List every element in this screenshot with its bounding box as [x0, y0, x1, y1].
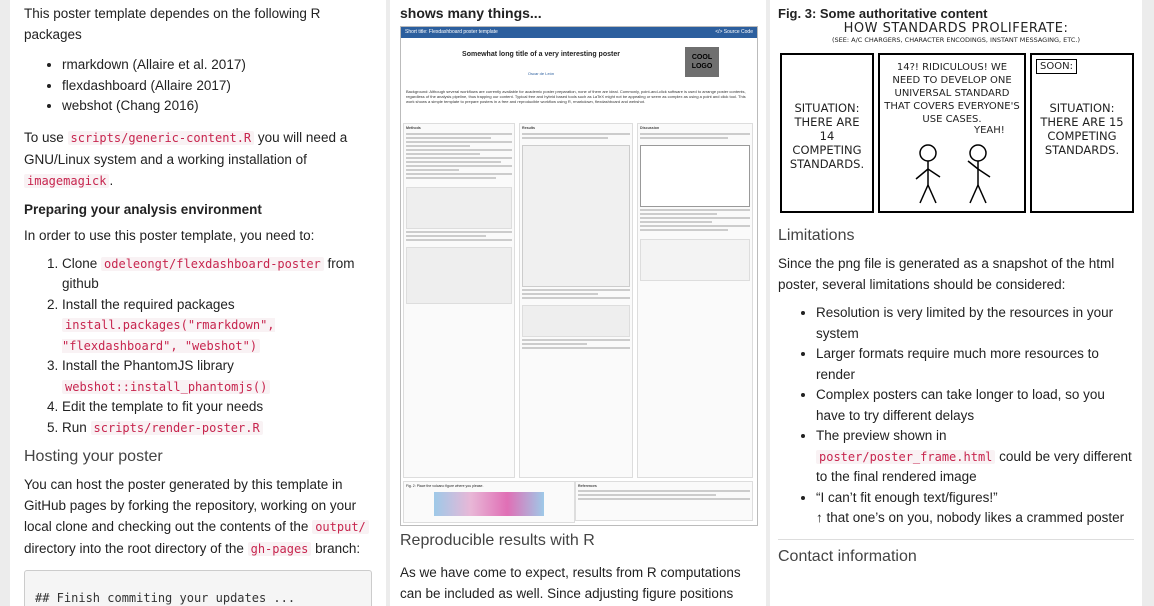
divider: [778, 539, 1134, 540]
poster-results-column: Results: [519, 123, 633, 478]
figure-caption: shows many things...: [400, 5, 542, 21]
section-heading-prep: Preparing your analysis environment: [24, 201, 262, 217]
inline-code: scripts/render-poster.R: [91, 421, 263, 435]
poster-references: References: [575, 481, 753, 521]
list-item: • Complex posters can take longer to load, so you have to try different delays: [816, 385, 1134, 426]
inline-code: imagemagick: [24, 174, 109, 188]
list-item: • The preview shown in poster/poster_frame.html could be very different to the final rendered image: [816, 426, 1134, 488]
usage-text: To use scripts/generic-content.R you will need a GNU/Linux system and a working installation of imagemagick .: [24, 129, 348, 188]
section-heading-limitations: Limitations: [778, 227, 855, 244]
figure-title: Fig. 3: Some authoritative content: [778, 6, 988, 21]
list-item: • Larger formats require much more resources to render: [816, 344, 1134, 385]
inline-code: gh-pages: [248, 542, 312, 556]
column-results: [390, 0, 766, 606]
poster-methods-column: Methods: [403, 123, 515, 478]
list-item: 4. Edit the template to fit your needs: [62, 397, 372, 418]
poster-discussion-column: Discussion: [637, 123, 753, 478]
list-item: • flexdashboard (Allaire 2017): [62, 76, 372, 97]
stick-figures-icon: [880, 141, 1028, 211]
inline-code: output/: [312, 520, 369, 534]
xkcd-comic-image: [778, 21, 1134, 219]
poster-figure: Fig. 2: Place the volcano figure where you please.: [403, 481, 575, 523]
list-item: 2. Install the required packages install.packages("rmarkdown", "flexdashboard", "webshot"): [62, 295, 372, 357]
list-item: 3. Install the PhantomJS library webshot::install_phantomjs(): [62, 356, 372, 397]
section-heading-hosting: Hosting your poster: [24, 448, 163, 465]
poster-logo: COOL LOGO: [685, 47, 719, 77]
inline-code: poster/poster_frame.html: [816, 450, 995, 464]
inline-code: scripts/generic-content.R: [68, 131, 255, 145]
limitations-list: [778, 303, 1134, 529]
section-heading-contact: Contact information: [778, 547, 917, 565]
intro-text: This poster template dependes on the following R packages: [24, 6, 321, 42]
comic-panel-2: 14?! RIDICULOUS! WE NEED TO DEVELOP ONE UNIVERSAL STANDARD THAT COVERS EVERYONE'S USE CASES. YEAH!: [878, 53, 1026, 213]
comic-subtitle: (SEE: A/C CHARGERS, CHARACTER ENCODINGS, INSTANT MESSAGING, ETC.): [832, 36, 1080, 44]
list-item: 5. Run scripts/render-poster.R: [62, 418, 372, 439]
poster-background: Background: Although several workflows are currently available for academic poster preparation, none of them are ideal. Commonly, point-and-click software is used to arrange poster contents, regardless of the analysis pipeline, thus trapping our content. Typical free and hybrid based tools such as LaTeX might not be appealing or seem as complex as using a point and click tool. This work shows a simple template to prepare posters in a free and reproducible workflow using R, rmarkdown, flexdashboard and webshot.: [406, 89, 746, 104]
list-item: • Resolution is very limited by the resources in your system: [816, 303, 1134, 344]
inline-code: install.packages("rmarkdown", "flexdashboard", "webshot"): [62, 318, 275, 353]
column-discussion: [770, 0, 1142, 606]
limitations-intro: Since the png file is generated as a snapshot of the html poster, several limitations should be considered:: [778, 256, 1115, 292]
prep-intro: In order to use this poster template, you need to:: [24, 227, 315, 243]
comic-title: HOW STANDARDS PROLIFERATE:: [843, 21, 1069, 36]
poster-title: Somewhat long title of a very interesting poster: [462, 51, 620, 58]
steps-list: [24, 254, 372, 439]
poster-author: Oscar de León: [527, 71, 555, 76]
comic-panel-3: SOON: SITUATION: THERE ARE 15 COMPETING STANDARDS.: [1030, 53, 1134, 213]
list-item: • “I can’t fit enough text/figures!” ↑ that one’s on you, nobody likes a crammed poster: [816, 488, 1134, 529]
hosting-text: You can host the poster generated by this template in GitHub pages by forking the repository, working on your local clone and checking out the contents of the output/ directory into the root directory of the gh-pages branch:: [24, 474, 372, 560]
list-item: 1. Clone odeleongt/flexdashboard-poster from github: [62, 254, 372, 295]
code-block: ## Finish commiting your updates ...: [24, 570, 372, 606]
package-list: [24, 55, 372, 117]
comic-panel-1: SITUATION: THERE ARE 14 COMPETING STANDARDS.: [780, 53, 874, 213]
section-heading-repro: Reproducible results with R: [400, 532, 595, 549]
list-item: • webshot (Chang 2016): [62, 96, 372, 117]
inline-code: odeleongt/flexdashboard-poster: [101, 257, 324, 271]
list-item: • rmarkdown (Allaire et al. 2017): [62, 55, 372, 76]
inline-code: webshot::install_phantomjs(): [62, 380, 270, 394]
poster-navbar: Short title: Flexdashboard poster template </> Source Code: [401, 27, 757, 38]
column-methods: [10, 0, 386, 606]
poster-preview-image: [400, 26, 758, 526]
repro-text: As we have come to expect, results from R computations can be included as well. Since adjusting figure positions: [400, 565, 741, 601]
